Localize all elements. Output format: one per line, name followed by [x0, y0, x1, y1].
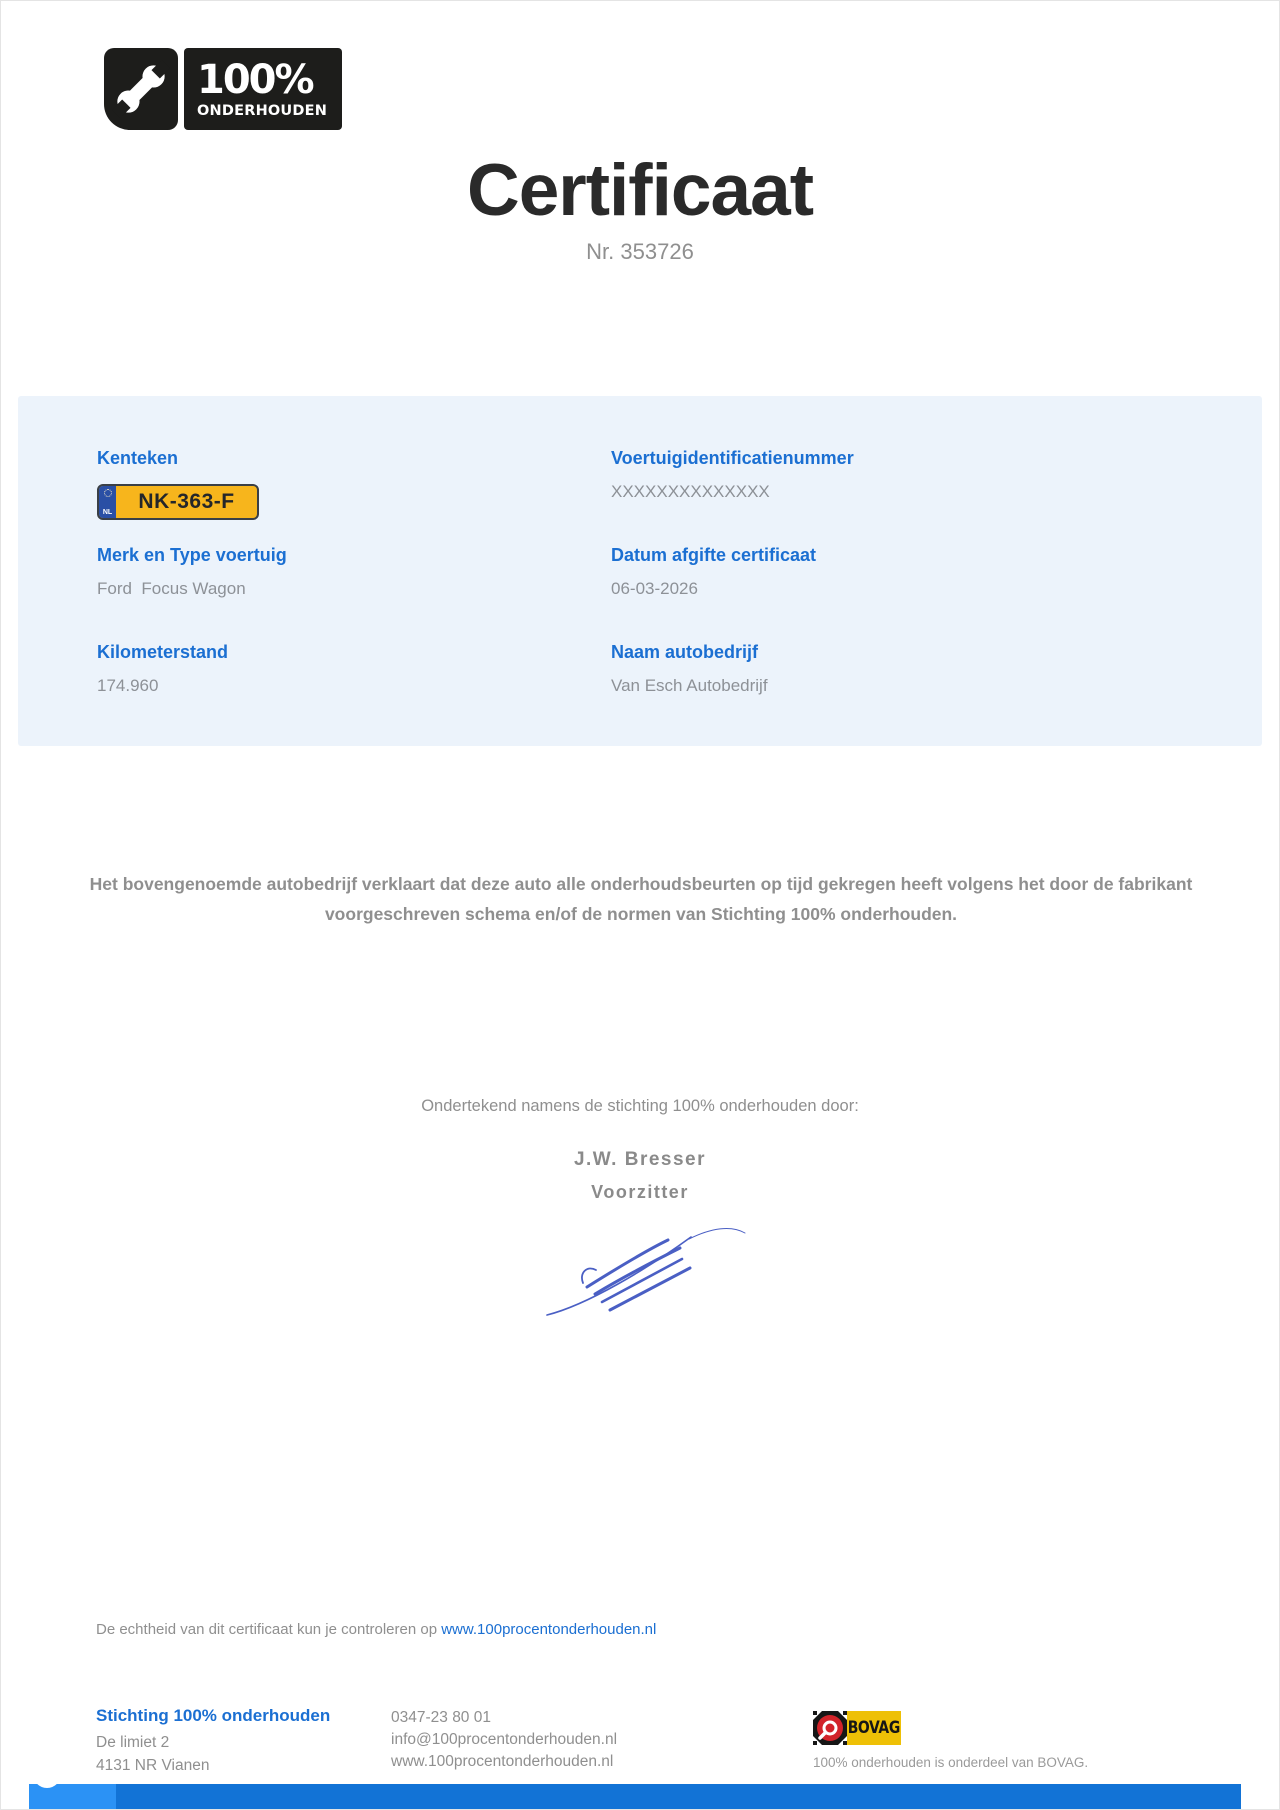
verify-text [96, 1621, 656, 1638]
verify-prefix: De echtheid van dit certificaat kun je controleren op [96, 1621, 442, 1638]
brand-logo [104, 48, 342, 130]
field-kenteken [97, 448, 611, 545]
field-value: 06-03-2026 [611, 579, 698, 598]
page-title: Certificaat [466, 150, 813, 231]
details-panel [18, 396, 1262, 746]
footer-email: info@100procentonderhouden.nl [391, 1731, 618, 1748]
plate-country-code: NL [102, 509, 113, 516]
bovag-logo [813, 1711, 1088, 1745]
field-kilometerstand [97, 642, 611, 739]
footer-contact [391, 1707, 617, 1773]
bovag-wordmark: BOVAG [847, 1718, 901, 1738]
field-label: Merk en Type voertuig [97, 545, 287, 565]
field-label: Voertuigidentificatienummer [611, 448, 854, 468]
plate-number: NK-363-F [138, 490, 235, 513]
bovag-caption: 100% onderhouden is onderdeel van BOVAG. [813, 1755, 1089, 1770]
license-plate [97, 484, 259, 520]
footer-address-line2: 4131 NR Vianen [96, 1757, 210, 1774]
wrench-icon [104, 48, 178, 130]
field-label: Kenteken [97, 448, 179, 468]
field-value: Ford Focus Wagon [97, 579, 246, 598]
footer-website: www.100procentonderhouden.nl [391, 1753, 614, 1770]
footer-bovag [813, 1711, 1088, 1770]
statement-text: Het bovengenoemde autobedrijf verklaart dat deze auto alle onderhoudsbeurten op tijd gekregen heeft volgens het door de fabrikant voorgeschreven schema en/of de normen van Stichting 100% onderhouden. [89, 874, 1193, 924]
field-vin [611, 448, 1262, 545]
brand-wordmark [184, 48, 342, 130]
field-merk-type [97, 545, 611, 642]
signer-role: Voorzitter [591, 1182, 689, 1202]
field-value: XXXXXXXXXXXXXX [611, 482, 770, 501]
field-naam-autobedrijf [611, 642, 1262, 739]
signature [539, 1221, 751, 1323]
bottom-bar [29, 1784, 1241, 1810]
field-label: Datum afgifte certificaat [611, 545, 817, 565]
brand-percent: 100% [197, 56, 313, 103]
eu-band [99, 486, 116, 518]
field-datum-afgifte [611, 545, 1262, 642]
signing-intro: Ondertekend namens de stichting 100% onderhouden door: [421, 1097, 859, 1115]
certificate-number: Nr. 353726 [586, 239, 694, 264]
bovag-emblem-icon [813, 1711, 847, 1745]
bovag-wordmark-box [847, 1711, 901, 1745]
footer-org [96, 1706, 330, 1777]
footer-phone: 0347-23 80 01 [391, 1709, 491, 1726]
footer-address-line1: De limiet 2 [96, 1734, 170, 1751]
verify-link[interactable]: www.100procentonderhouden.nl [441, 1621, 657, 1638]
field-label: Naam autobedrijf [611, 642, 759, 662]
field-value: Van Esch Autobedrijf [611, 676, 768, 695]
brand-word: ONDERHOUDEN [197, 102, 328, 119]
ring-logo-icon [33, 1760, 61, 1788]
bottom-bar-accent [29, 1784, 116, 1810]
footer-org-name: Stichting 100% onderhouden [96, 1706, 331, 1725]
eu-stars-icon [104, 489, 112, 497]
field-value: 174.960 [97, 676, 159, 695]
signer-name: J.W. Bresser [573, 1149, 707, 1170]
field-label: Kilometerstand [97, 642, 229, 662]
